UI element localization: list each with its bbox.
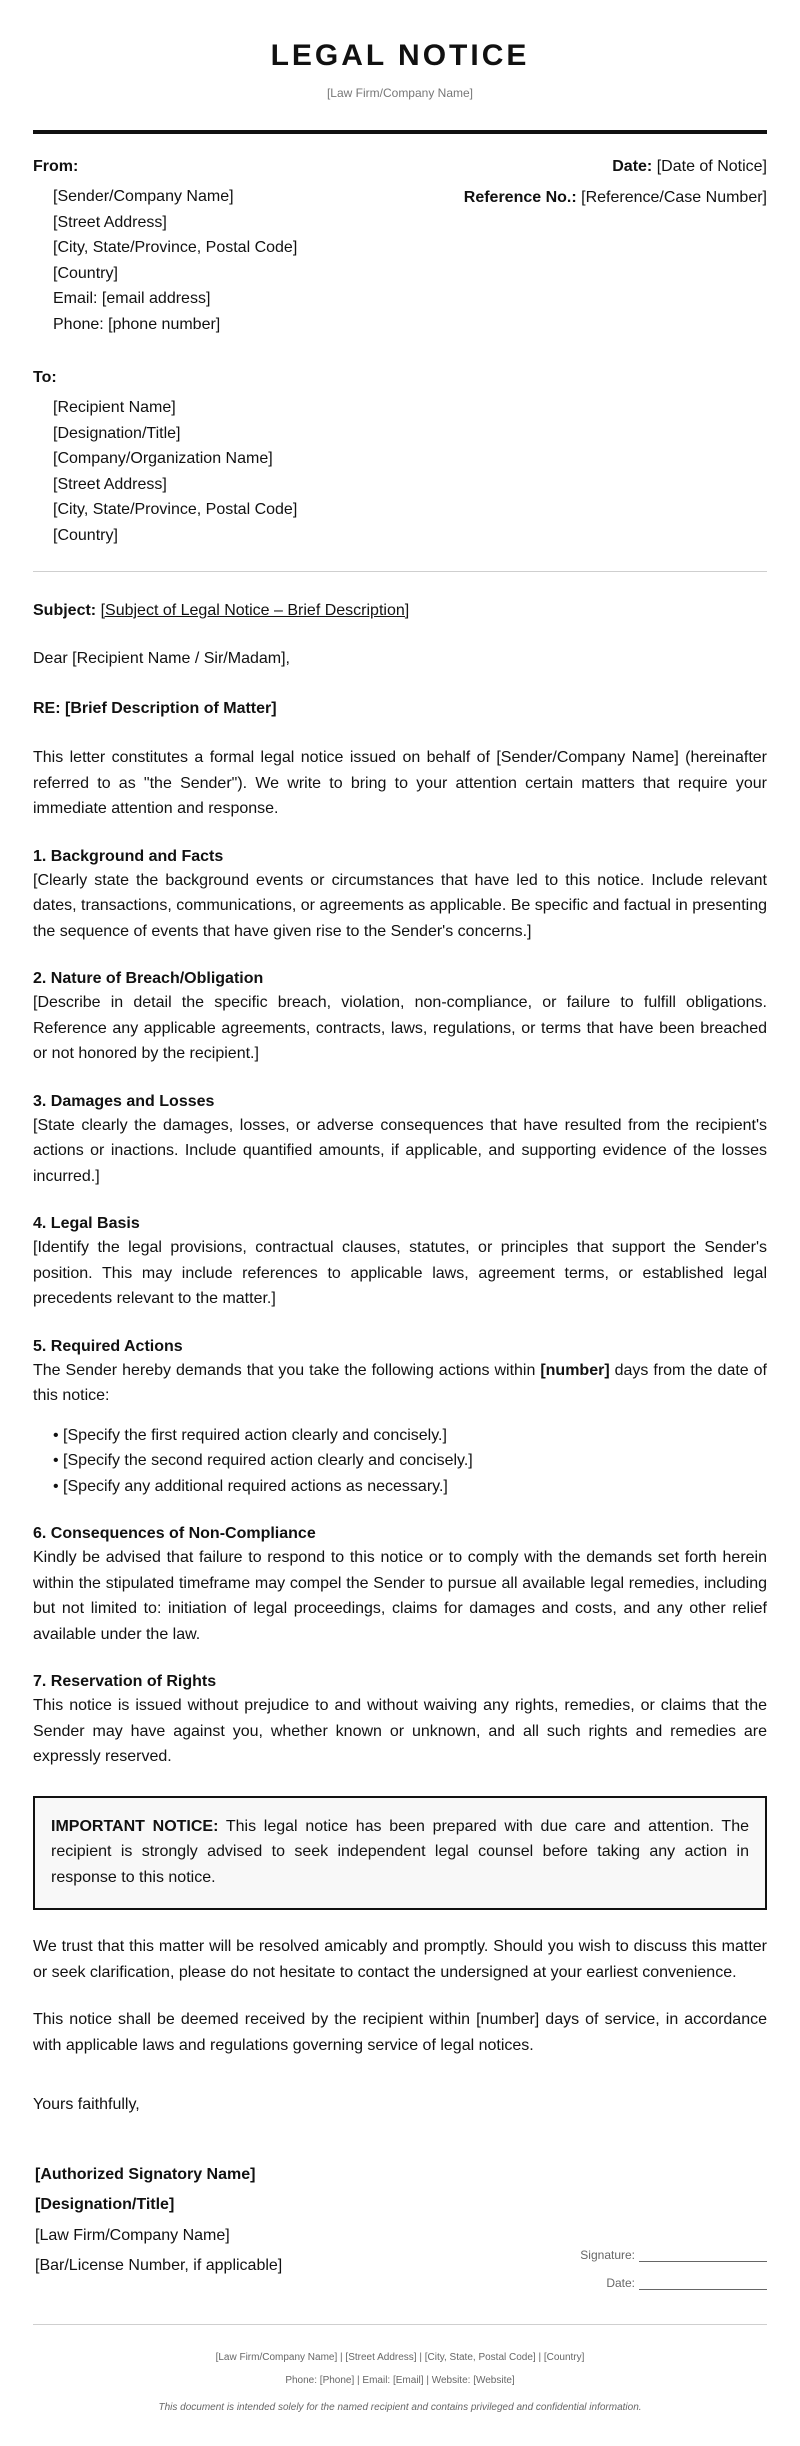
sign-date-label: Date: <box>606 2275 635 2290</box>
to-line: [Street Address] <box>53 475 167 493</box>
section-background <box>33 846 767 945</box>
important-notice-text <box>51 1814 749 1891</box>
section-heading: 1. Background and Facts <box>33 847 224 865</box>
section-reservation <box>33 1671 767 1770</box>
to-line: [City, State/Province, Postal Code] <box>53 501 298 518</box>
section-body: [Clearly state the background events or circumstances that have led to this notice. Include relevant dates, transactions, communications, or agreements as applicable. Be specific and factual in presenting the sequence of events that have given rise to the Sender's concerns.] <box>33 871 767 940</box>
to-line: [Recipient Name] <box>53 399 176 416</box>
document-header <box>33 0 767 100</box>
footer-address: [Law Firm/Company Name] | [Street Address] | [City, State, Postal Code] | [Country] <box>215 2351 585 2363</box>
section-heading: 5. Required Actions <box>33 1337 183 1355</box>
signature-lines <box>580 2160 767 2290</box>
section-body <box>33 1358 767 1409</box>
subject-value: [Subject of Legal Notice – Brief Description] <box>100 602 410 619</box>
closing-paragraph: This notice shall be deemed received by the recipient within [number] days of service, in accordance with applicable laws and regulations governing service of legal notices. <box>33 2011 767 2054</box>
from-address <box>33 184 297 337</box>
section-heading: 7. Reservation of Rights <box>33 1673 217 1690</box>
signature-line <box>639 2248 767 2262</box>
footer-divider <box>33 2324 767 2325</box>
from-line: [Sender/Company Name] <box>53 188 234 205</box>
sign-date-row <box>580 2262 767 2290</box>
signatory-details <box>35 2160 282 2290</box>
footer-contact: Phone: [Phone] | Email: [Email] | Website: [Website] <box>285 2374 515 2386</box>
address-divider <box>33 571 767 572</box>
signature-label: Signature: <box>580 2247 635 2262</box>
from-line: [Country] <box>53 264 118 282</box>
section-required-actions <box>33 1336 767 1500</box>
section-consequences <box>33 1523 767 1647</box>
header-divider <box>33 130 767 134</box>
signatory-license: [Bar/License Number, if applicable] <box>35 2257 283 2274</box>
from-block <box>33 156 297 337</box>
important-notice-body: This legal notice has been prepared with due care and attention. The recipient is strongly advised to seek independent legal counsel before taking any action in response to this notice. <box>51 1817 750 1886</box>
important-notice-box <box>33 1796 767 1911</box>
valediction: Yours faithfully, <box>33 2096 140 2113</box>
section-damages <box>33 1091 767 1190</box>
signature-row <box>580 2234 767 2262</box>
document-footer <box>33 2351 767 2414</box>
section-heading: 3. Damages and Losses <box>33 1092 215 1110</box>
to-line: [Country] <box>53 526 118 544</box>
from-and-meta-row <box>33 156 767 337</box>
document-title: LEGAL NOTICE <box>270 39 530 72</box>
firm-name-subtitle: [Law Firm/Company Name] <box>326 86 474 100</box>
to-line: [Company/Organization Name] <box>53 450 273 467</box>
section-heading: 6. Consequences of Non-Compliance <box>33 1525 316 1542</box>
section-breach <box>33 968 767 1067</box>
from-line: Phone: [phone number] <box>53 315 221 333</box>
salutation: Dear [Recipient Name / Sir/Madam], <box>33 650 290 667</box>
section-body: Kindly be advised that failure to respond to this notice or to comply with the demands set forth herein within the stipulated timeframe may compel the Sender to pursue all available legal remedies, including but not limited to: initiation of legal proceedings, claims for damages and costs, and any other relief available under the law. <box>33 1549 767 1643</box>
subject-line <box>33 600 767 622</box>
date-value: [Date of Notice] <box>656 158 767 175</box>
list-item: • [Specify the second required action clearly and concisely.] <box>53 1452 473 1469</box>
date-row <box>464 156 767 178</box>
important-notice-label: IMPORTANT NOTICE: <box>51 1817 219 1835</box>
section-heading: 2. Nature of Breach/Obligation <box>33 970 264 987</box>
re-line: RE: [Brief Description of Matter] <box>33 699 277 717</box>
list-item: • [Specify any additional required actions as necessary.] <box>53 1477 448 1495</box>
footer-disclaimer: This document is intended solely for the named recipient and contains privileged and confidential information. <box>158 2401 642 2413</box>
list-item: • [Specify the first required action clearly and concisely.] <box>53 1426 447 1444</box>
intro-paragraph: This letter constitutes a formal legal notice issued on behalf of [Sender/Company Name] (hereinafter referred to as "the Sender"). We write to bring to your attention certain matters that require your immediate attention and response. <box>33 749 767 817</box>
section-body: [State clearly the damages, losses, or adverse consequences that have resulted from the recipient's actions or inactions. Include quantified amounts, if applicable, and supporting evidence of the losses incurred.] <box>33 1116 767 1185</box>
required-actions-list <box>33 1423 767 1500</box>
sign-date-line <box>639 2276 767 2290</box>
to-line: [Designation/Title] <box>53 424 181 442</box>
reference-value: [Reference/Case Number] <box>581 189 767 206</box>
signatory-title: [Designation/Title] <box>35 2196 175 2213</box>
section-body: [Identify the legal provisions, contractual clauses, statutes, or principles that support the Sender's position. This may include references to applicable laws, agreement terms, or established legal precedents relevant to the matter.] <box>33 1239 767 1307</box>
closing-paragraph: We trust that this matter will be resolved amicably and promptly. Should you wish to discuss this matter or seek clarification, please do not hesitate to contact the undersigned at your earliest convenience. <box>33 1938 767 1981</box>
signatory-firm: [Law Firm/Company Name] <box>35 2226 230 2244</box>
to-label: To: <box>33 369 57 386</box>
date-label: Date: <box>612 158 653 175</box>
reference-row <box>464 187 767 209</box>
to-address <box>33 395 767 548</box>
reference-label: Reference No.: <box>463 189 577 206</box>
from-line: Email: [email address] <box>53 290 211 307</box>
days-number-placeholder: [number] <box>540 1361 610 1379</box>
section-heading: 4. Legal Basis <box>33 1215 140 1232</box>
section-legal-basis <box>33 1213 767 1312</box>
signatory-name: [Authorized Signatory Name] <box>35 2165 256 2183</box>
from-line: [Street Address] <box>53 213 167 231</box>
notice-meta <box>464 156 767 337</box>
section-body: This notice is issued without prejudice to and without waiving any rights, remedies, or claims that the Sender may have against you, whether known or unknown, and all such rights and remedies are expressly reserved. <box>33 1697 767 1765</box>
section-body-text: The Sender hereby demands that you take the following actions within <box>33 1361 541 1379</box>
from-label: From: <box>33 158 79 175</box>
from-line: [City, State/Province, Postal Code] <box>53 239 298 256</box>
signature-area <box>33 2160 767 2290</box>
subject-label: Subject: <box>33 602 97 619</box>
section-body: [Describe in detail the specific breach, violation, non-compliance, or failure to fulfill obligations. Reference any applicable agreements, contracts, laws, regulations, or terms that have been breached or not honored by the recipient.] <box>33 994 767 1062</box>
section-body-text: days from the date of this notice: <box>33 1361 767 1404</box>
to-block <box>33 367 767 548</box>
